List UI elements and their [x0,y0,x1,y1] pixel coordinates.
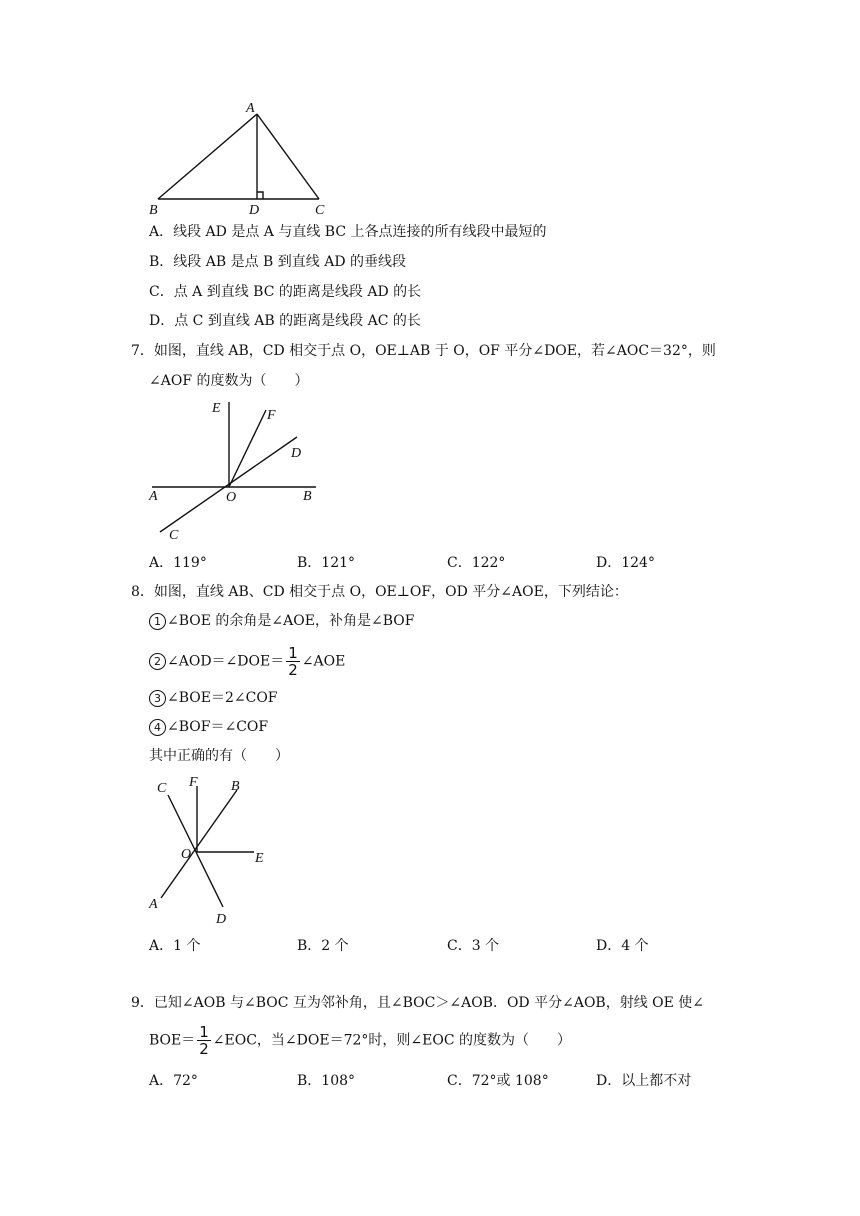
q8-option-d: D．4 个 [596,938,649,954]
segment-ab [158,114,257,199]
label-a: A [246,101,255,116]
ray-of [229,410,266,487]
fraction-one-half: $\frac{1}{2}$ [199,1023,209,1058]
q6-option-b: B．线段 AB 是点 B 到直线 AD 的垂线段 [149,254,407,270]
label-a: A [149,489,158,504]
q8-stem: 8．如图，直线 AB、CD 相交于点 O，OE⊥OF，OD 平分∠AOE，下列结论： [131,584,628,600]
label-b: B [303,489,312,504]
label-f: F [189,775,198,790]
q8-statement-3: 3 ∠BOE＝2∠COF [149,688,278,708]
q8-figure [140,770,280,930]
circled-number-2: 2 [149,653,166,670]
fraction-one-half: $\frac{1}{2}$ [288,644,298,679]
circled-number-4: 4 [149,719,166,736]
q8-statement-2: 2 ∠AOD＝∠DOE＝ $\frac{1}{2}$ ∠AOE [149,645,345,678]
right-angle-mark [257,192,263,199]
q6-option-d: D．点 C 到直线 AB 的距离是线段 AC 的长 [149,313,421,329]
q9-option-b: B．108° [297,1073,356,1089]
q9-option-d: D．以上都不对 [596,1073,692,1089]
segment-ac [257,114,319,199]
q8-option-b: B．2 个 [297,938,349,954]
label-o: O [181,847,192,862]
label-d: D [291,446,302,461]
q8-statement-4: 4 ∠BOF＝∠COF [149,717,268,737]
label-a: A [149,897,158,912]
label-d: D [216,912,227,927]
q7-option-d: D．124° [596,555,655,571]
q8-option-a: A．1 个 [149,938,201,954]
q6-option-c: C．点 A 到直线 BC 的距离是线段 AD 的长 [149,284,422,300]
circled-number-1: 1 [149,613,166,630]
line-cd [168,795,223,907]
label-c: C [157,781,167,796]
q7-figure [140,392,340,548]
label-e: E [255,851,264,866]
q7-option-b: B．121° [297,555,356,571]
q9-option-c: C．72°或 108° [447,1073,549,1089]
q7-stem-line1: 7．如图，直线 AB，CD 相交于点 O，OE⊥AB 于 O，OF 平分∠DOE，若∠AOC＝32°，则 [131,343,716,359]
q7-stem-line2: ∠AOF 的度数为（ ） [149,373,309,389]
q6-option-a: A．线段 AD 是点 A 与直线 BC 上各点连接的所有线段中最短的 [149,224,547,240]
label-b: B [231,779,240,794]
q9-stem-line2: BOE＝ $\frac{1}{2}$ ∠EOC，当∠DOE＝72°时，则∠EOC 的度数为（ ） [149,1023,571,1058]
label-e: E [212,401,221,416]
circled-number-3: 3 [149,690,166,707]
label-c: C [315,203,325,218]
label-f: F [267,408,276,423]
q8-question: 其中正确的有（ ） [149,748,289,764]
label-d: D [249,203,260,218]
q9-stem-line1: 9．已知∠AOB 与∠BOC 互为邻补角，且∠BOC＞∠AOB．OD 平分∠AOB，射线 OE 使∠ [131,995,705,1011]
label-b: B [149,203,158,218]
q7-option-a: A．119° [149,555,207,571]
line-ab [161,790,237,898]
q9-option-a: A．72° [149,1073,198,1089]
q8-option-c: C．3 个 [447,938,500,954]
label-o: O [226,490,237,505]
q6-triangle-figure [140,96,340,220]
label-c: C [169,528,179,543]
q8-statement-1: 1 ∠BOE 的余角是∠AOE，补角是∠BOF [149,611,414,631]
q7-option-c: C．122° [447,555,506,571]
